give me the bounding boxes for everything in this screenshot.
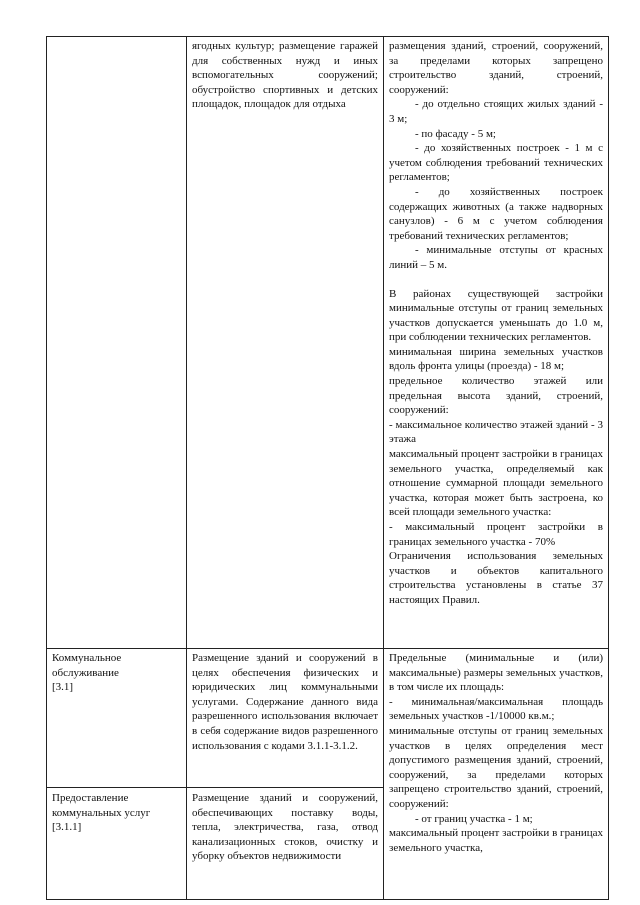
table-cell-parameters xyxy=(389,39,603,608)
text-paragraph: - минимальная/максимальная площадь земельных участков -1/10000 кв.м.; xyxy=(389,695,603,723)
text-paragraph: размещения зданий, строений, сооружений, за пределами которых запрещено строительство зданий, строений, сооружений: xyxy=(389,40,603,96)
text-paragraph: ягодных культур; размещение гаражей для собственных нужд и иных вспомогательных сооружений; обустройство спортивных и детских площадок, площадок для отдыха xyxy=(192,40,378,111)
text-paragraph: - до хозяйственных построек содержащих животных (а также надворных санузлов) - 6 м с учетом соблюдения требований технических регламентов; xyxy=(389,185,603,242)
text-paragraph: - по фасаду - 5 м; xyxy=(415,127,496,140)
text-paragraph: Размещение зданий и сооружений в целях обеспечения физических и юридических лиц коммунальными услугами. Содержание данного вида разрешенного использования включает в себя содержание видов разрешенного использования с кодами 3.1.1-3.1.2. xyxy=(192,652,378,752)
table-cell-permitted-use-description xyxy=(192,39,378,112)
table-border-right xyxy=(608,36,609,900)
use-name: Коммунальное обслуживание xyxy=(52,652,122,679)
table-cell-use-name xyxy=(52,791,180,835)
text-paragraph: предельное количество этажей или предельная высота зданий, строений, сооружений: xyxy=(389,375,603,417)
table-border-col1 xyxy=(186,36,187,900)
table-border-left xyxy=(46,36,47,900)
row-divider-2 xyxy=(46,787,384,788)
table-border-col2 xyxy=(383,36,384,900)
text-paragraph: В районах существующей застройки минимальные отступы от границ земельных участков допускается уменьшать до 1.0 м, при соблюдении технических регламентов. xyxy=(389,287,603,344)
use-name: Предоставление коммунальных услуг xyxy=(52,792,151,819)
table-cell-use-name xyxy=(52,651,180,695)
text-paragraph: - минимальные отступы от красных линий – 5 м. xyxy=(389,244,603,271)
text-paragraph: минимальные отступы от границ земельных участков в целях определения мест допустимого размещения зданий, строений, сооружений, за пределами которых запрещено строительство зданий, строений, сооружений: xyxy=(389,724,603,810)
text-paragraph: - максимальное количество этажей зданий - 3 этажа xyxy=(389,418,603,446)
text-paragraph: - до хозяйственных построек - 1 м с учетом соблюдения требований технических регламентов; xyxy=(389,142,603,184)
row-divider-1 xyxy=(46,648,609,649)
table-cell-permitted-use-description xyxy=(192,651,378,753)
table-border-bottom xyxy=(46,899,609,900)
use-code: [3.1.1] xyxy=(52,821,82,834)
text-paragraph: Размещение зданий и сооружений, обеспечивающих поставку воды, тепла, электричества, газа, отвод канализационных стоков, очистку и уборку объектов недвижимости xyxy=(192,792,378,863)
use-code: [3.1] xyxy=(52,681,74,694)
table-cell-permitted-use-description xyxy=(192,791,378,864)
table-border-top xyxy=(46,36,609,37)
text-paragraph: - от границ участка - 1 м; xyxy=(415,812,533,825)
text-paragraph: - максимальный процент застройки в границах земельного участка - 70% xyxy=(389,521,603,548)
table-cell-parameters xyxy=(389,651,603,855)
text-paragraph: минимальная ширина земельных участков вдоль фронта улицы (проезда) - 18 м; xyxy=(389,345,603,373)
text-paragraph: максимальный процент застройки в границах земельного участка, определяемый как отношение суммарной площади земельного участка, которая может быть застроена, ко всей площади земельного участка: xyxy=(389,448,603,519)
text-paragraph: Предельные (минимальные и (или) максимальные) размеры земельных участков, в том числе их площадь: xyxy=(389,652,603,694)
text-paragraph: максимальный процент застройки в границах земельного участка, xyxy=(389,827,603,854)
text-paragraph: Ограничения использования земельных участков и объектов капитального строительства установлены в статье 37 настоящих Правил. xyxy=(389,550,603,606)
text-paragraph: - до отдельно стоящих жилых зданий - 3 м; xyxy=(389,98,603,125)
